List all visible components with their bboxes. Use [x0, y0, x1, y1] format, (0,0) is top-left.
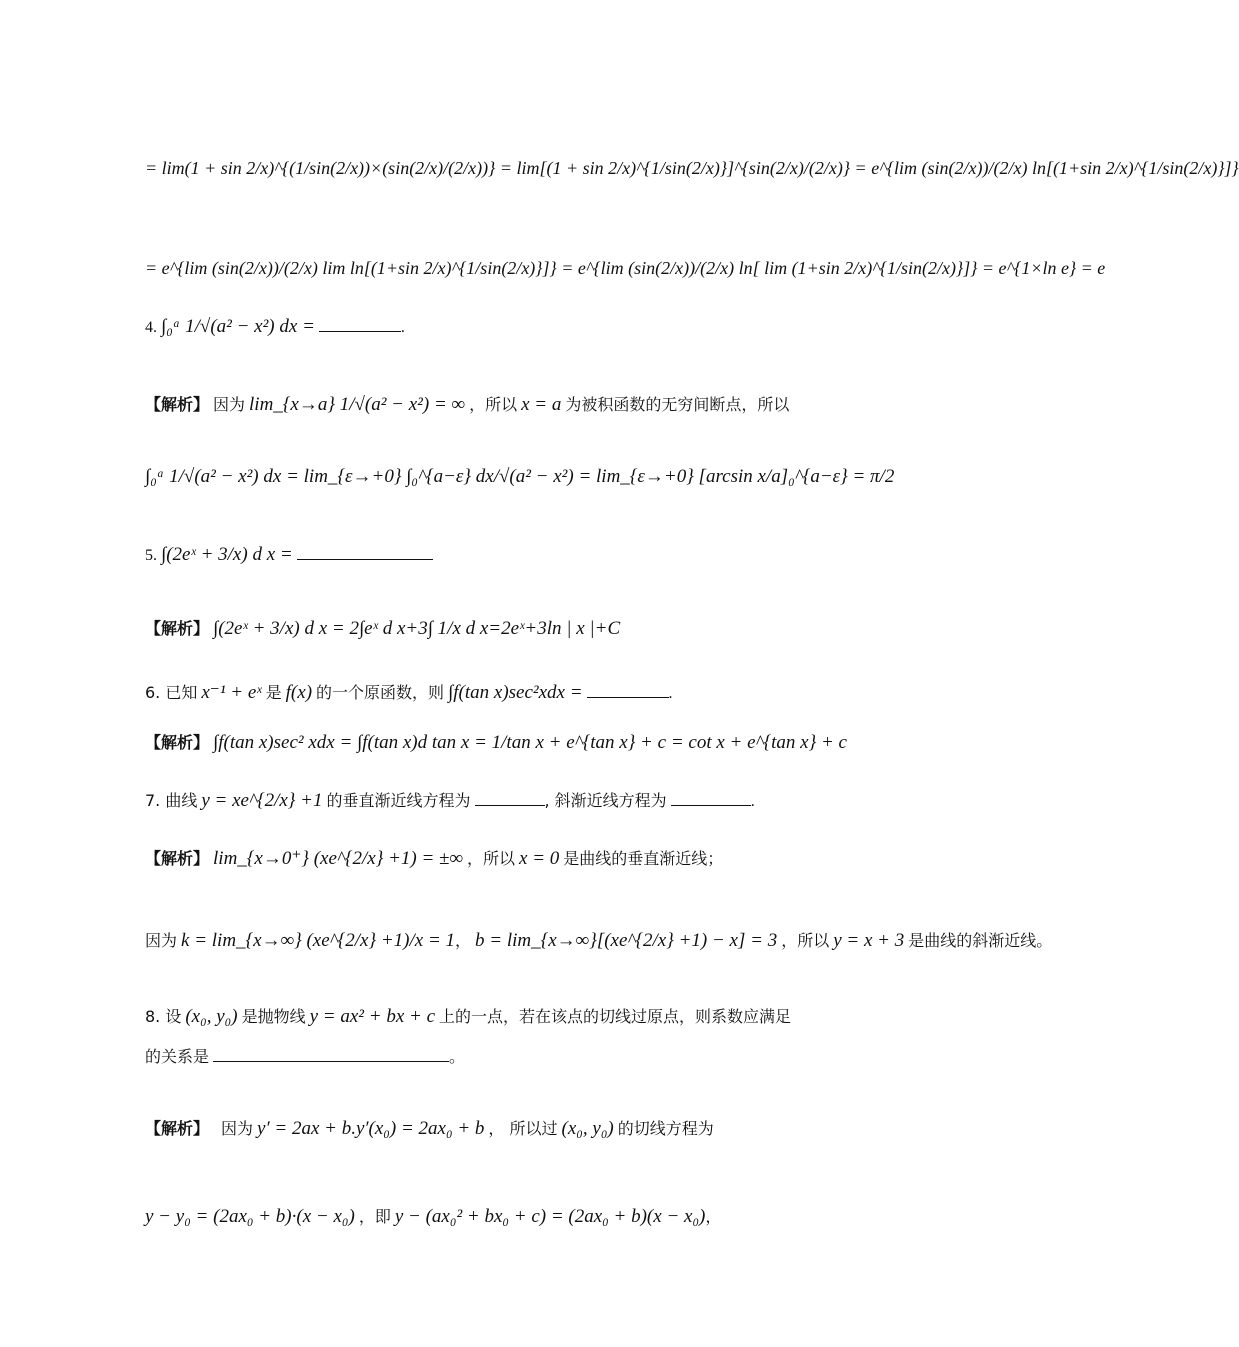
solution-6	[145, 730, 847, 754]
question-number: 5.	[145, 547, 157, 564]
question-number: 4.	[145, 319, 157, 336]
solution-5	[145, 616, 620, 640]
answer-blank	[319, 317, 401, 332]
derivation-line-2: = e^{lim (sin(2/x))/(2/x) lim ln[(1+sin 2/x)^{1/sin(2/x)}]} = e^{lim (sin(2/x))/(2/x) ln[ lim (1+sin 2/x)^{1/sin(2/x)}]} = e^{1×ln e} = e	[145, 258, 1106, 278]
question-8: 8. 设 (x₀, y₀) 是抛物线 y = ax² + bx + c 上的一点，若在该点的切线过原点，则系数应满足	[145, 1006, 792, 1027]
answer-blank	[213, 1047, 449, 1062]
solution-8-tangent: y − y₀ = (2ax₀ + b)·(x − x₀) ，即 y − (ax₀² + bx₀ + c) = (2ax₀ + b)(x − x₀)，	[145, 1206, 722, 1227]
solution-4-integral: ∫₀ᵃ 1/√(a² − x²) dx = lim_{ε→+0} ∫₀^{a−ε} dx/√(a² − x²) = lim_{ε→+0} [arcsin x/a]₀^{a−ε} = π/2	[145, 466, 895, 487]
solution-4: 【解析】 因为 lim_{x→a} 1/√(a² − x²) = ∞ ，所以 x = a 为被积函数的无穷间断点，所以	[145, 394, 790, 415]
derivation-line-1: = lim(1 + sin 2/x)^{(1/sin(2/x))×(sin(2/x)/(2/x))} = lim[(1 + sin 2/x)^{1/sin(2/x)}]^{sin(2/x)/(2/x)} = e^{lim (sin(2/x))/(2/x) ln[(1+sin 2/x)^{1/sin(2/x)}]}	[145, 158, 1239, 178]
question-8-cont: 的关系是 。	[145, 1047, 466, 1066]
solution-6-expression: ∫f(tan x)sec² xdx = ∫f(tan x)d tan x = 1/tan x + e^{tan x} + c = cot x + e^{tan x} + c	[213, 732, 847, 753]
solution-label: 【解析】	[145, 849, 210, 868]
solution-label: 【解析】	[145, 395, 210, 414]
question-4: 4. ∫₀ᵃ 1/√(a² − x²) dx = .	[145, 316, 405, 337]
question-5-integral: ∫(2eˣ + 3/x) d x =	[161, 544, 293, 565]
solution-7-asymptote: 因为 k = lim_{x→∞} (xe^{2/x} +1)/x = 1， b = lim_{x→∞}[(xe^{2/x} +1) − x] = 3 ，所以 y = x + 3 是曲线的斜渐近线。	[145, 930, 1053, 951]
solution-label: 【解析】	[145, 1119, 210, 1138]
answer-blank-oblique	[671, 791, 751, 806]
answer-blank	[297, 545, 433, 560]
solution-5-expression: ∫(2eˣ + 3/x) d x = 2∫eˣ d x+3∫ 1/x d x=2eˣ+3ln | x |+C	[213, 618, 621, 639]
solution-label: 【解析】	[145, 733, 210, 752]
question-6: 6. 已知 x⁻¹ + eˣ 是 f(x) 的一个原函数，则 ∫f(tan x)sec²xdx = .	[145, 682, 673, 703]
solution-4-limit: lim_{x→a} 1/√(a² − x²) = ∞	[249, 394, 466, 415]
solution-7: 【解析】 lim_{x→0⁺} (xe^{2/x} +1) = ±∞ ，所以 x = 0 是曲线的垂直渐近线；	[145, 848, 724, 869]
question-7: 7. 曲线 y = xe^{2/x} +1 的垂直渐近线方程为 , 斜渐近线方程为 .	[145, 790, 755, 811]
solution-label: 【解析】	[145, 619, 210, 638]
answer-blank	[587, 683, 669, 698]
solution-8: 【解析】 因为 y′ = 2ax + b.y′(x₀) = 2ax₀ + b ， 所以过 (x₀, y₀) 的切线方程为	[145, 1118, 714, 1139]
question-5	[145, 544, 433, 566]
answer-blank-vertical	[475, 791, 545, 806]
question-4-integral: ∫₀ᵃ 1/√(a² − x²) dx =	[161, 316, 315, 337]
